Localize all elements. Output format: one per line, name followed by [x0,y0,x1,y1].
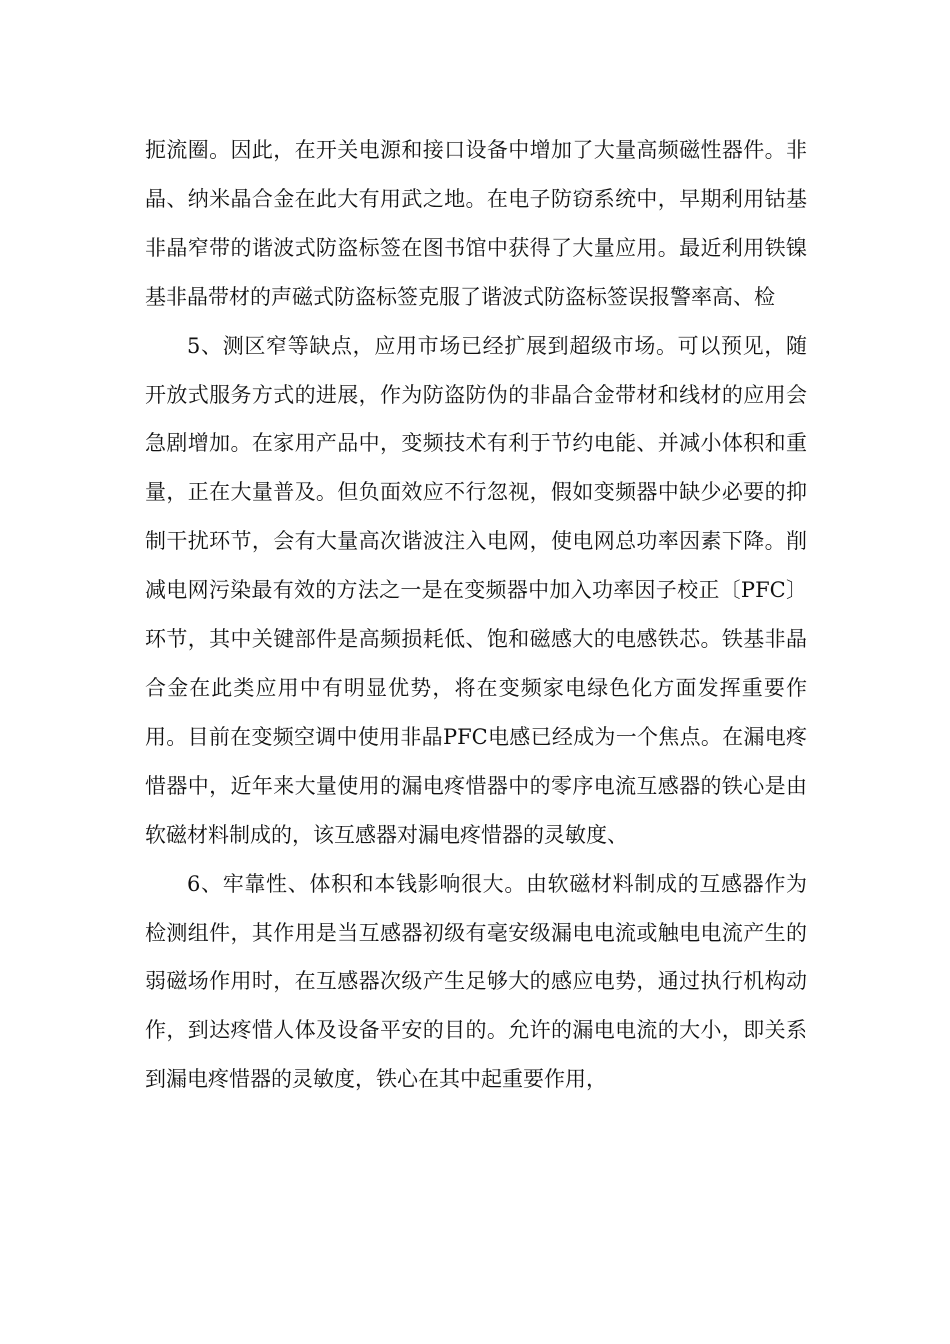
paragraph-3: 6、牢靠性、体积和本钱影响很大。由软磁材料制成的互感器作为检测组件，其作用是当互感器初级有毫安级漏电电流或触电电流产生的弱磁场作用时，在互感器次级产生足够大的感应电势，通过执行机构动作，到达疼惜人体及设备平安的目的。允许的漏电电流的大小，即关系到漏电疼惜器的灵敏度，铁心在其中起重要作用， [145,871,807,1092]
paragraph-1: 扼流圈。因此，在开关电源和接口设备中增加了大量高频磁性器件。非晶、纳米晶合金在此大有用武之地。在电子防窃系统中，早期利用钴基非晶窄带的谐波式防盗标签在图书馆中获得了大量应用。最近利用铁镍基非晶带材的声磁式防盗标签克服了谐波式防盗标签误报警率高、检 [145,138,807,309]
paragraph-2: 5、测区窄等缺点，应用市场已经扩展到超级市场。可以预见，随开放式服务方式的进展，作为防盗防伪的非晶合金带材和线材的应用会急剧增加。在家用产品中，变频技术有利于节约电能、并减小体积和重量，正在大量普及。但负面效应不行忽视，假如变频器中缺少必要的抑制干扰环节，会有大量高次谐波注入电网，使电网总功率因素下降。削减电网污染最有效的方法之一是在变频器中加入功率因子校正〔PFC〕环节，其中关键部件是高频损耗低、饱和磁感大的电感铁芯。铁基非晶合金在此类应用中有明显优势，将在变频家电绿色化方面发挥重要作用。目前在变频空调中使用非晶PFC电感已经成为一个焦点。在漏电疼惜器中，近年来大量使用的漏电疼惜器中的零序电流互感器的铁心是由软磁材料制成的，该互感器对漏电疼惜器的灵敏度、 [145,333,807,847]
document-page [145,126,807,1104]
